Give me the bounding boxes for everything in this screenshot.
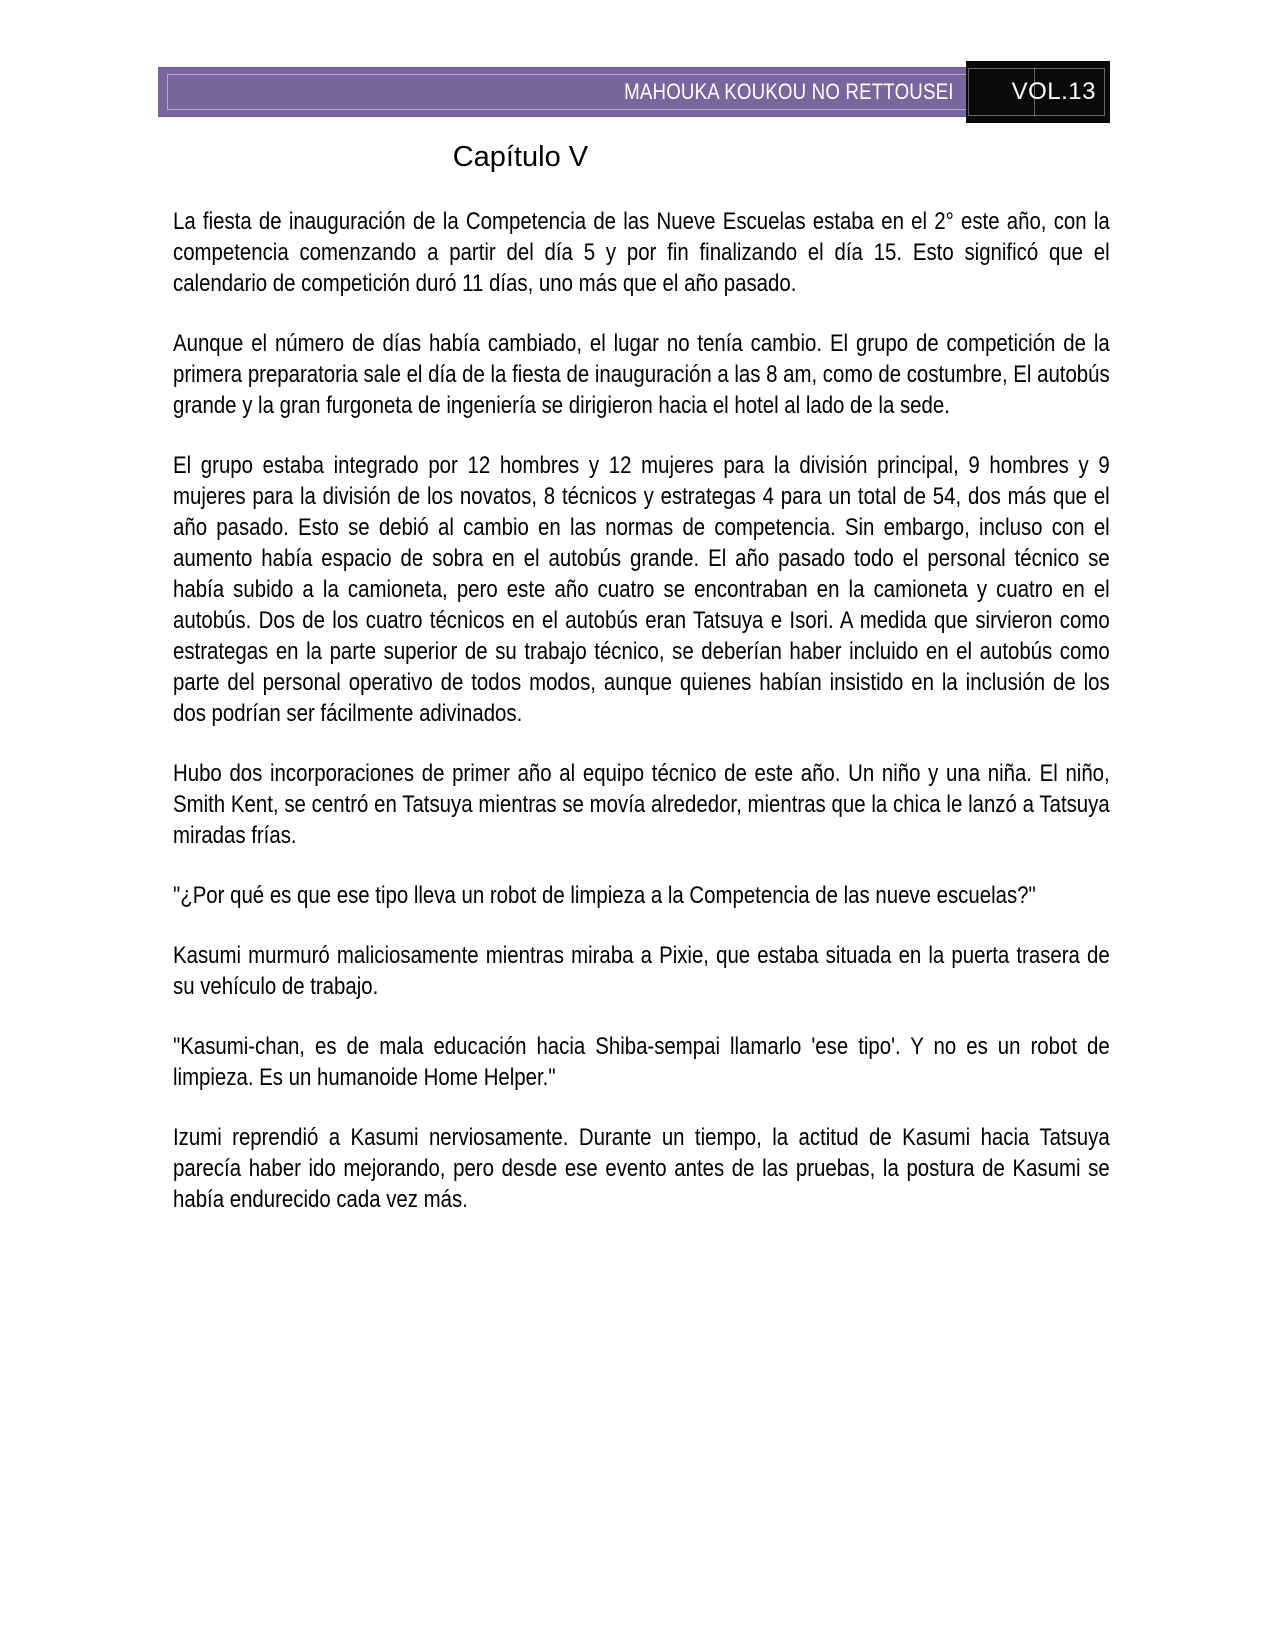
paragraph: La fiesta de inauguración de la Competencia de las Nueve Escuelas estaba en el 2° este año, con la competencia comenzando a partir del día 5 y por fin finalizando el día 15. Esto significó que el calendario de competición duró 11 días, uno más que el año pasado. [173, 208, 1110, 297]
paragraph: El grupo estaba integrado por 12 hombres y 12 mujeres para la división principal, 9 hombres y 9 mujeres para la división de los novatos, 8 técnicos y estrategas 4 para un total de 54, dos más que el año pasado. Esto se debió al cambio en las normas de competencia. Sin embargo, incluso con el aumento había espacio de sobra en el autobús grande. El año pasado todo el personal técnico se había subido a la camioneta, pero este año cuatro se encontraban en la camioneta y cuatro en el autobús. Dos de los cuatro técnicos en el autobús eran Tatsuya e Isori. A medida que sirvieron como estrategas en la parte superior de su trabajo técnico, se deberían haber incluido en el autobús como parte del personal operativo de todos modos, aunque quienes habían insistido en la inclusión de los dos podrían ser fácilmente adivinados. [173, 452, 1110, 727]
paragraph: Aunque el número de días había cambiado, el lugar no tenía cambio. El grupo de competición de la primera preparatoria sale el día de la fiesta de inauguración a las 8 am, como de costumbre, El autobús grande y la gran furgoneta de ingeniería se dirigieron hacia el hotel al lado de la sede. [173, 330, 1110, 419]
volume-label: VOL.13 [1011, 78, 1096, 105]
page-header-banner [158, 61, 1110, 123]
series-title: MAHOUKA KOUKOU NO RETTOUSEI [624, 79, 954, 104]
paragraph: "Kasumi-chan, es de mala educación hacia Shiba-sempai llamarlo 'ese tipo'. Y no es un robot de limpieza. Es un humanoide Home Helper." [173, 1033, 1110, 1091]
series-title-bar [158, 67, 966, 117]
paragraph: "¿Por qué es que ese tipo lleva un robot de limpieza a la Competencia de las nueve escuelas?" [173, 882, 1036, 909]
paragraph: Izumi reprendió a Kasumi nerviosamente. Durante un tiempo, la actitud de Kasumi hacia Tatsuya parecía haber ido mejorando, pero desde ese evento antes de las pruebas, la postura de Kasumi se había endurecido cada vez más. [173, 1124, 1110, 1213]
chapter-content [173, 140, 1110, 1244]
paragraph: Kasumi murmuró maliciosamente mientras miraba a Pixie, que estaba situada en la puerta trasera de su vehículo de trabajo. [173, 942, 1110, 1000]
paragraph: Hubo dos incorporaciones de primer año al equipo técnico de este año. Un niño y una niña. El niño, Smith Kent, se centró en Tatsuya mientras se movía alrededor, mientras que la chica le lanzó a Tatsuya miradas frías. [173, 760, 1110, 849]
chapter-title [173, 140, 1110, 174]
chapter-title-text: Capítulo V [452, 141, 589, 173]
volume-badge [966, 61, 1110, 123]
